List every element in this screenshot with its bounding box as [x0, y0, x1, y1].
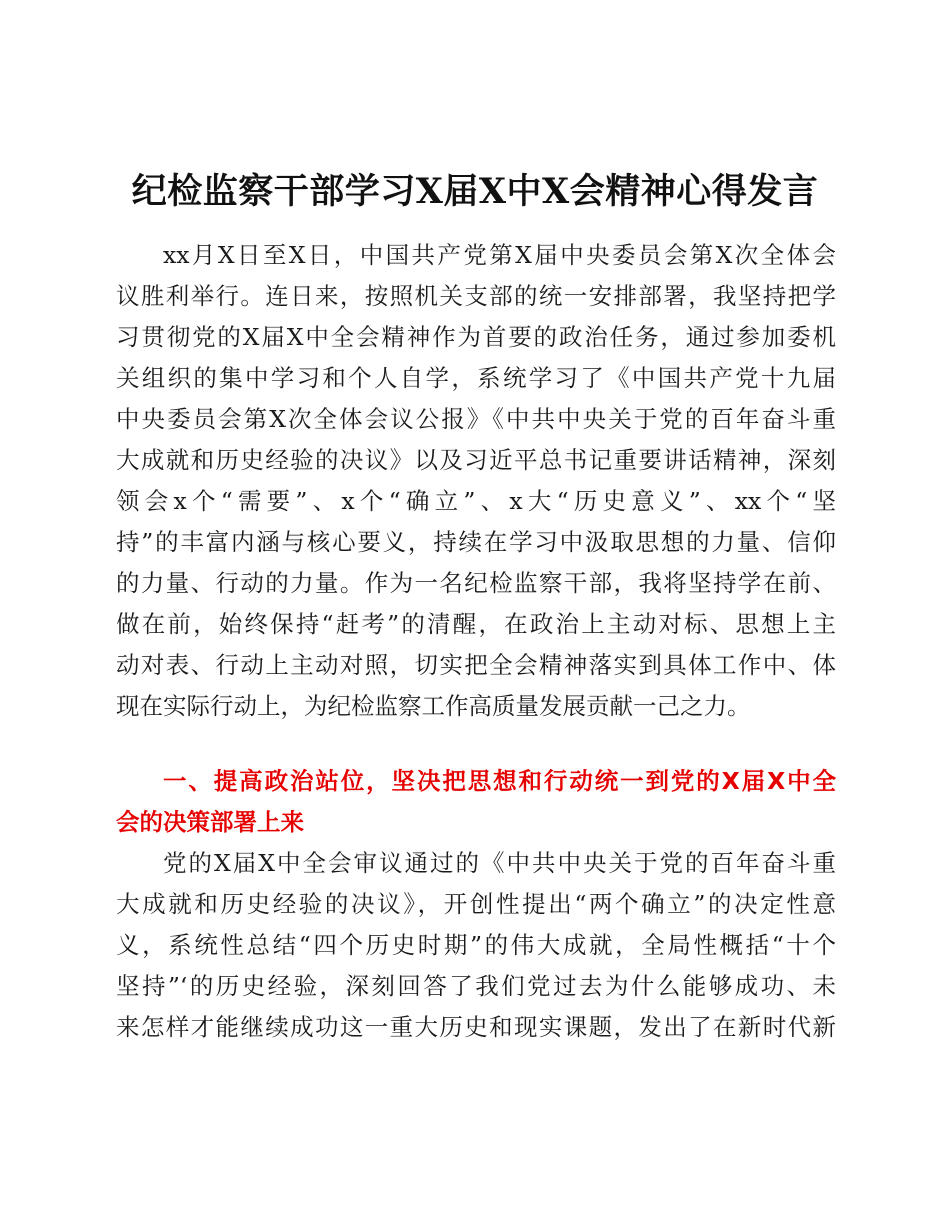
heading-line: 一、提高政治站位，坚决把思想和行动统一到党的X届X中全 [163, 767, 836, 795]
text-line: 关组织的集中学习和个人自学，系统学习了《中国共产党十九届 [116, 364, 836, 392]
text-line: xx月X日至X日，中国共产党第X届中央委员会第X次全体会 [163, 241, 836, 269]
text-line: 义，系统性总结“四个历史时期”的伟大成就，全局性概括“十个 [116, 931, 836, 959]
text-line: 大成就和历史经验的决议》以及习近平总书记重要讲话精神，深刻 [116, 446, 836, 474]
text-line: 议胜利举行。连日来，按照机关支部的统一安排部署，我坚持把学 [116, 282, 836, 310]
text-line: 持”的丰富内涵与核心要义，持续在学习中汲取思想的力量、信仰 [116, 528, 836, 556]
document-title: 纪检监察干部学习X届X中X会精神心得发言 [131, 171, 819, 212]
text-line: 党的X届X中全会审议通过的《中共中央关于党的百年奋斗重 [163, 849, 836, 877]
text-line: 领会x个“需要”、x个“确立”、x大“历史意义”、xx个“坚 [116, 487, 836, 515]
text-line: 的力量、行动的力量。作为一名纪检监察干部，我将坚持学在前、 [116, 569, 836, 597]
heading-line: 会的决策部署上来 [116, 808, 304, 836]
text-line: 现在实际行动上，为纪检监察工作高质量发展贡献一己之力。 [116, 692, 751, 720]
paragraph-section-1 [116, 843, 836, 1048]
text-line: 大成就和历史经验的决议》，开创性提出“两个确立”的决定性意 [116, 890, 836, 918]
text-line: 坚持”‘的历史经验，深刻回答了我们党过去为什么能够成功、未 [116, 972, 836, 1000]
text-line: 来怎样才能继续成功这一重大历史和现实课题，发出了在新时代新 [116, 1013, 836, 1041]
paragraph-intro [116, 235, 836, 727]
text-line: 中央委员会第X次全体会议公报》《中共中央关于党的百年奋斗重 [116, 405, 836, 433]
text-line: 习贯彻党的X届X中全会精神作为首要的政治任务，通过参加委机 [116, 323, 836, 351]
text-line: 动对表、行动上主动对照，切实把全会精神落实到具体工作中、体 [116, 651, 836, 679]
text-line: 做在前，始终保持“赶考”的清醒，在政治上主动对标、思想上主 [116, 610, 836, 638]
section-heading-1 [116, 761, 836, 843]
